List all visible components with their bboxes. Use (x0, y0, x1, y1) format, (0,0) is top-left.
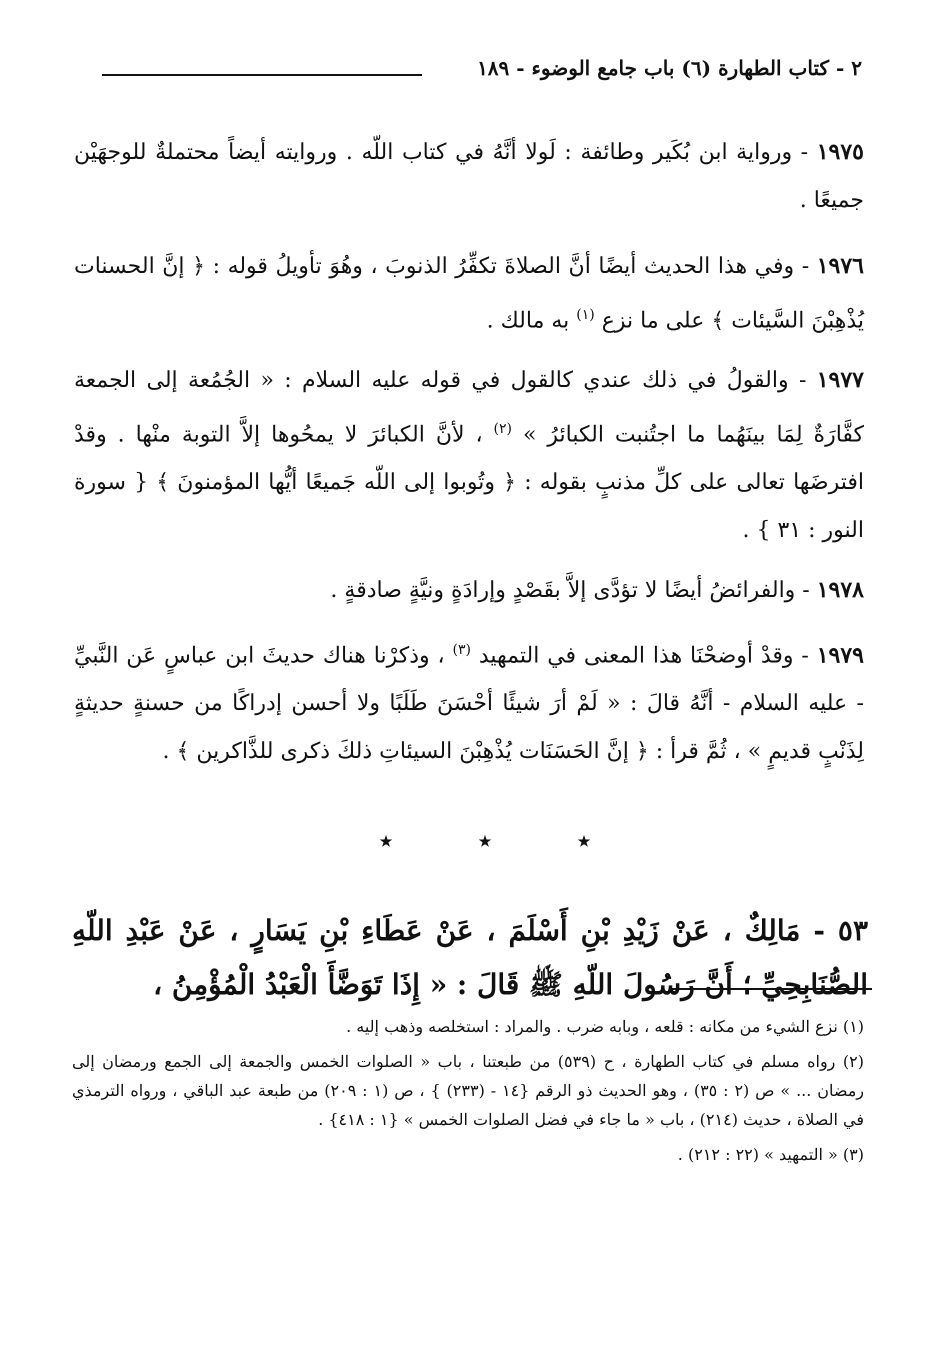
footnote-ref-2: (٢) (493, 421, 513, 437)
footnote-1: (١) نزع الشيء من مكانه : قلعه ، وبابه ضرب . والمراد : استخلصه وذهب إليه . (346, 1017, 864, 1036)
paragraph-text: - والفرائضُ أيضًا لا تؤدَّى إلاَّ بقَصْدٍ وإرادَةٍ ونيَّةٍ صادقةٍ . (330, 578, 817, 603)
paragraph-1976 (74, 242, 864, 345)
paragraph-text-cont: ، وذكرْنا هناك حديثَ ابن عباسٍ عَن النَّبيِّ - عليه السلام - أنَّهُ قالَ : « لَمْ أرَ شيئًا أحْسَنَ طَلَبًا ولا أحسن إدراكًا من حسنةٍ حديثةٍ لِذَنْبٍ قديمٍ » ، ثُمَّ قرأ : ﴿ إنَّ الحَسَنَات يُذْهِبْنَ السيئاتِ ذلكَ ذكرى للذَّاكرين ﴾ . (74, 643, 864, 765)
hadith-53 (72, 904, 868, 1012)
paragraph-text: - ورواية ابن بُكَير وطائفة : لَولا أنَّهُ في كتاب اللّه . وروايته أيضاً محتملةٌ للوجهَيْن جميعًا . (74, 140, 864, 213)
paragraph-text-cont: ، لأنَّ الكبائرَ لا يمحُوها إلاَّ التوبة منْها . وقدْ افترضَها تعالى على كلِّ مذنبٍ بقوله : ﴿ وتُوبوا إلى اللّه جَميعًا أيُّها المؤمنونَ ﴾ { سورة النور : ٣١ } . (74, 422, 864, 544)
running-header (102, 52, 862, 86)
footnote-3: (٣) « التمهيد » (٢٢ : ٢١٢) . (677, 1145, 864, 1164)
header-title: ٢ - كتاب الطهارة (٦) باب جامع الوضوء - ١٨٩ (477, 56, 862, 80)
paragraph-text: - وقدْ أوضحْنَا هذا المعنى في التمهيد (470, 643, 817, 669)
star-ornament-icon: ٭ (380, 828, 392, 854)
footnote-ref-3: (٣) (452, 642, 471, 658)
paragraph-1978 (74, 566, 864, 615)
header-rule (102, 74, 422, 76)
footnote-rule (672, 988, 872, 990)
paragraph-number: ١٩٧٩ (816, 642, 864, 669)
section-separator (380, 826, 590, 856)
paragraph-text: - وفي هذا الحديث أيضًا أنَّ الصلاةَ تكفِّرُ الذنوبَ ، وهُوَ تأويلُ قوله : ﴿ إنَّ الحسنات يُذْهِبْنَ السَّيئات ﴾ على ما نزع (74, 254, 864, 334)
paragraph-text: - والقولُ في ذلك عندي كالقول في قوله عليه السلام : « الجُمُعة إلى الجمعة كفَّارَةٌ لِمَا بينَهُما ما اجتُنبت الكبائرُ » (74, 368, 864, 448)
hadith-number: ٥٣ (837, 914, 868, 947)
footnote-ref-1: (١) (576, 307, 595, 323)
paragraph-number: ١٩٧٥ (816, 139, 864, 165)
paragraph-1979 (74, 626, 864, 776)
footnote-2: (٢) رواه مسلم في كتاب الطهارة ، ح (٥٣٩) من طبعتنا ، باب « الصلوات الخمس والجمعة إلى الجمع ورمضان إلى رمضان ... » ص (٢ : ٣٥) ، وهو الحديث ذو الرقم {١٤ - (٢٣٣) } ، ص (١ : ٢٠٩) من طبعة عبد الباقي ، ورواه الترمذي في الصلاة ، حديث (٢١٤) ، باب « ما جاء في فضل الصلوات الخمس » {١ : ٤١٨} . (72, 1052, 865, 1129)
footnotes (72, 1012, 864, 1175)
paragraph-number: ١٩٧٨ (816, 577, 864, 603)
star-ornament-icon: ٭ (479, 828, 491, 854)
paragraph-number: ١٩٧٧ (816, 367, 864, 393)
paragraph-1977 (74, 356, 864, 555)
paragraph-number: ١٩٧٦ (816, 253, 864, 279)
paragraph-1975 (74, 128, 864, 225)
paragraph-text-cont: به مالك . (486, 308, 577, 334)
star-ornament-icon: ٭ (578, 828, 590, 854)
hadith-text: - مَالِكٌ ، عَنْ زَيْدِ بْنِ أَسْلَمَ ، عَنْ عَطَاءِ بْنِ يَسَارٍ ، عَنْ عَبْدِ اللّهِ الصُّنَابِحِيِّ ؛ أَنَّ رَسُولَ اللّهِ ﷺ قَالَ : « إِذَا تَوَضَّأَ الْعَبْدُ الْمُؤْمِنُ ، (72, 914, 868, 1001)
